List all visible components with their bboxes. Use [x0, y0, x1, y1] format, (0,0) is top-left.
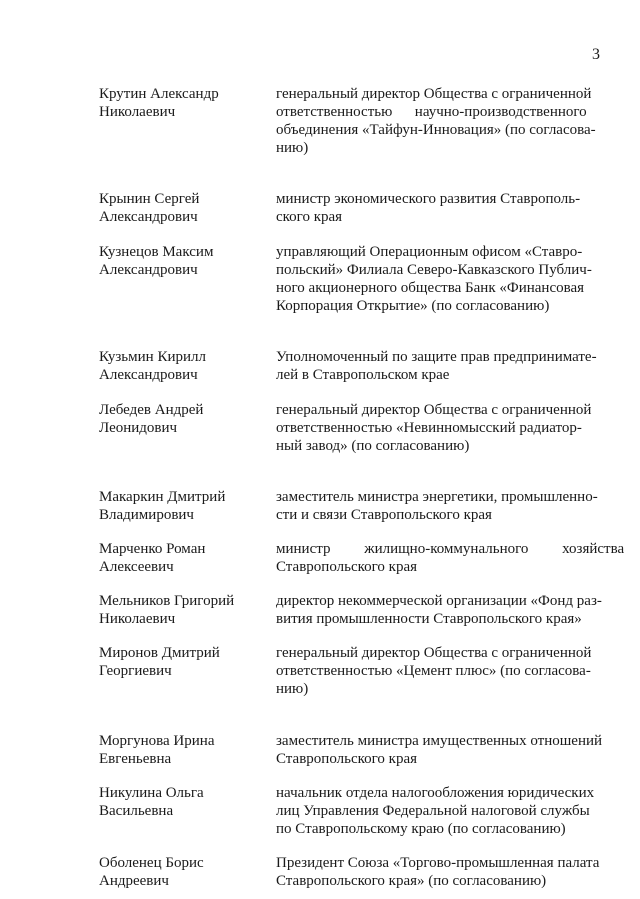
- member-name: [99, 540, 269, 576]
- member-row: [0, 401, 640, 455]
- member-patronymic-line: Алексеевич: [99, 559, 174, 575]
- position-line: генеральный директор Общества с ограниченной: [276, 402, 592, 418]
- position-line: министр жилищно-коммунального хозяйства: [276, 541, 625, 557]
- position-line: ный завод» (по согласованию): [276, 438, 470, 454]
- member-row: [0, 540, 640, 576]
- member-patronymic-line: Владимирович: [99, 507, 194, 523]
- page-number: 3: [592, 46, 600, 63]
- member-row: [0, 243, 640, 315]
- member-position: [276, 732, 603, 768]
- member-name: [99, 592, 269, 628]
- member-patronymic-line: Александрович: [99, 209, 198, 225]
- member-position: [276, 190, 598, 226]
- position-line: генеральный директор Общества с ограниченной: [276, 645, 592, 661]
- member-name-line: Мельников Григорий: [99, 593, 235, 609]
- member-position: [276, 401, 598, 455]
- member-row: [0, 85, 640, 157]
- member-row: [0, 488, 640, 524]
- member-position: [276, 592, 602, 628]
- position-line: Уполномоченный по защите прав предпринимате-: [276, 349, 597, 365]
- member-patronymic-line: Георгиевич: [99, 663, 172, 679]
- member-position: [276, 348, 598, 384]
- position-line: Корпорация Открытие» (по согласованию): [276, 298, 550, 314]
- member-name-line: Крутин Александр: [99, 86, 219, 102]
- member-name-line: Крынин Сергей: [99, 191, 200, 207]
- member-name: [99, 85, 269, 121]
- position-line: по Ставропольскому краю (по согласованию): [276, 821, 566, 837]
- member-name-line: Миронов Дмитрий: [99, 645, 220, 661]
- position-line: ответственностью научно-производственного: [276, 104, 587, 120]
- member-name: [99, 784, 269, 820]
- member-row: [0, 644, 640, 698]
- position-line: ного акционерного общества Банк «Финансовая: [276, 280, 585, 296]
- position-line: сти и связи Ставропольского края: [276, 507, 492, 523]
- position-line: ответственностью «Цемент плюс» (по согласова-: [276, 663, 591, 679]
- position-line: объединения «Тайфун-Инновация» (по согласова-: [276, 122, 596, 138]
- member-position: [276, 644, 598, 698]
- member-name-line: Марченко Роман: [99, 541, 206, 557]
- position-line: нию): [276, 681, 309, 697]
- position-line: польский» Филиала Северо-Кавказского Публич-: [276, 262, 592, 278]
- member-name: [99, 243, 269, 279]
- member-patronymic-line: Васильевна: [99, 803, 174, 819]
- member-name: [99, 401, 269, 437]
- member-name-line: Лебедев Андрей: [99, 402, 204, 418]
- position-line: заместитель министра энергетики, промышленно-: [276, 489, 598, 505]
- position-line: нию): [276, 140, 309, 156]
- member-name: [99, 190, 269, 226]
- member-row: [0, 854, 640, 890]
- position-line: лей в Ставропольском крае: [276, 367, 450, 383]
- position-line: лиц Управления Федеральной налоговой службы: [276, 803, 590, 819]
- member-name-line: Кузнецов Максим: [99, 244, 214, 260]
- position-line: Ставропольского края: [276, 559, 417, 575]
- position-line: заместитель министра имущественных отношений: [276, 733, 603, 749]
- member-patronymic-line: Николаевич: [99, 611, 176, 627]
- member-name-line: Макаркин Дмитрий: [99, 489, 226, 505]
- member-patronymic-line: Александрович: [99, 367, 198, 383]
- member-name: [99, 732, 269, 768]
- position-line: вития промышленности Ставропольского края»: [276, 611, 582, 627]
- member-name: [99, 644, 269, 680]
- member-position: [276, 85, 598, 157]
- position-line: министр экономического развития Ставрополь-: [276, 191, 581, 207]
- position-line: начальник отдела налогообложения юридических: [276, 785, 595, 801]
- member-name-line: Кузьмин Кирилл: [99, 349, 206, 365]
- position-line: Президент Союза «Торгово-промышленная палата: [276, 855, 600, 871]
- member-name-line: Моргунова Ирина: [99, 733, 215, 749]
- member-position: [276, 243, 598, 315]
- member-roster: [0, 85, 640, 890]
- member-row: [0, 784, 640, 838]
- member-row: [0, 190, 640, 226]
- member-position: [276, 854, 598, 890]
- position-line: ского края: [276, 209, 343, 225]
- position-line: Ставропольского края» (по согласованию): [276, 873, 547, 889]
- member-patronymic-line: Евгеньевна: [99, 751, 172, 767]
- member-position: [276, 488, 598, 524]
- member-name: [99, 488, 269, 524]
- member-name: [99, 854, 269, 890]
- member-patronymic-line: Леонидович: [99, 420, 178, 436]
- member-patronymic-line: Андреевич: [99, 873, 169, 889]
- member-row: [0, 592, 640, 628]
- position-line: ответственностью «Невинномысский радиатор-: [276, 420, 582, 436]
- member-row: [0, 732, 640, 768]
- member-patronymic-line: Николаевич: [99, 104, 176, 120]
- member-row: [0, 348, 640, 384]
- member-name-line: Никулина Ольга: [99, 785, 204, 801]
- member-name: [99, 348, 269, 384]
- position-line: Ставропольского края: [276, 751, 417, 767]
- member-name-line: Оболенец Борис: [99, 855, 204, 871]
- position-line: директор некоммерческой организации «Фонд раз-: [276, 593, 602, 609]
- member-patronymic-line: Александрович: [99, 262, 198, 278]
- position-line: управляющий Операционным офисом «Ставро-: [276, 244, 583, 260]
- member-position: [276, 784, 598, 838]
- position-line: генеральный директор Общества с ограниченной: [276, 86, 592, 102]
- member-position: [276, 540, 625, 576]
